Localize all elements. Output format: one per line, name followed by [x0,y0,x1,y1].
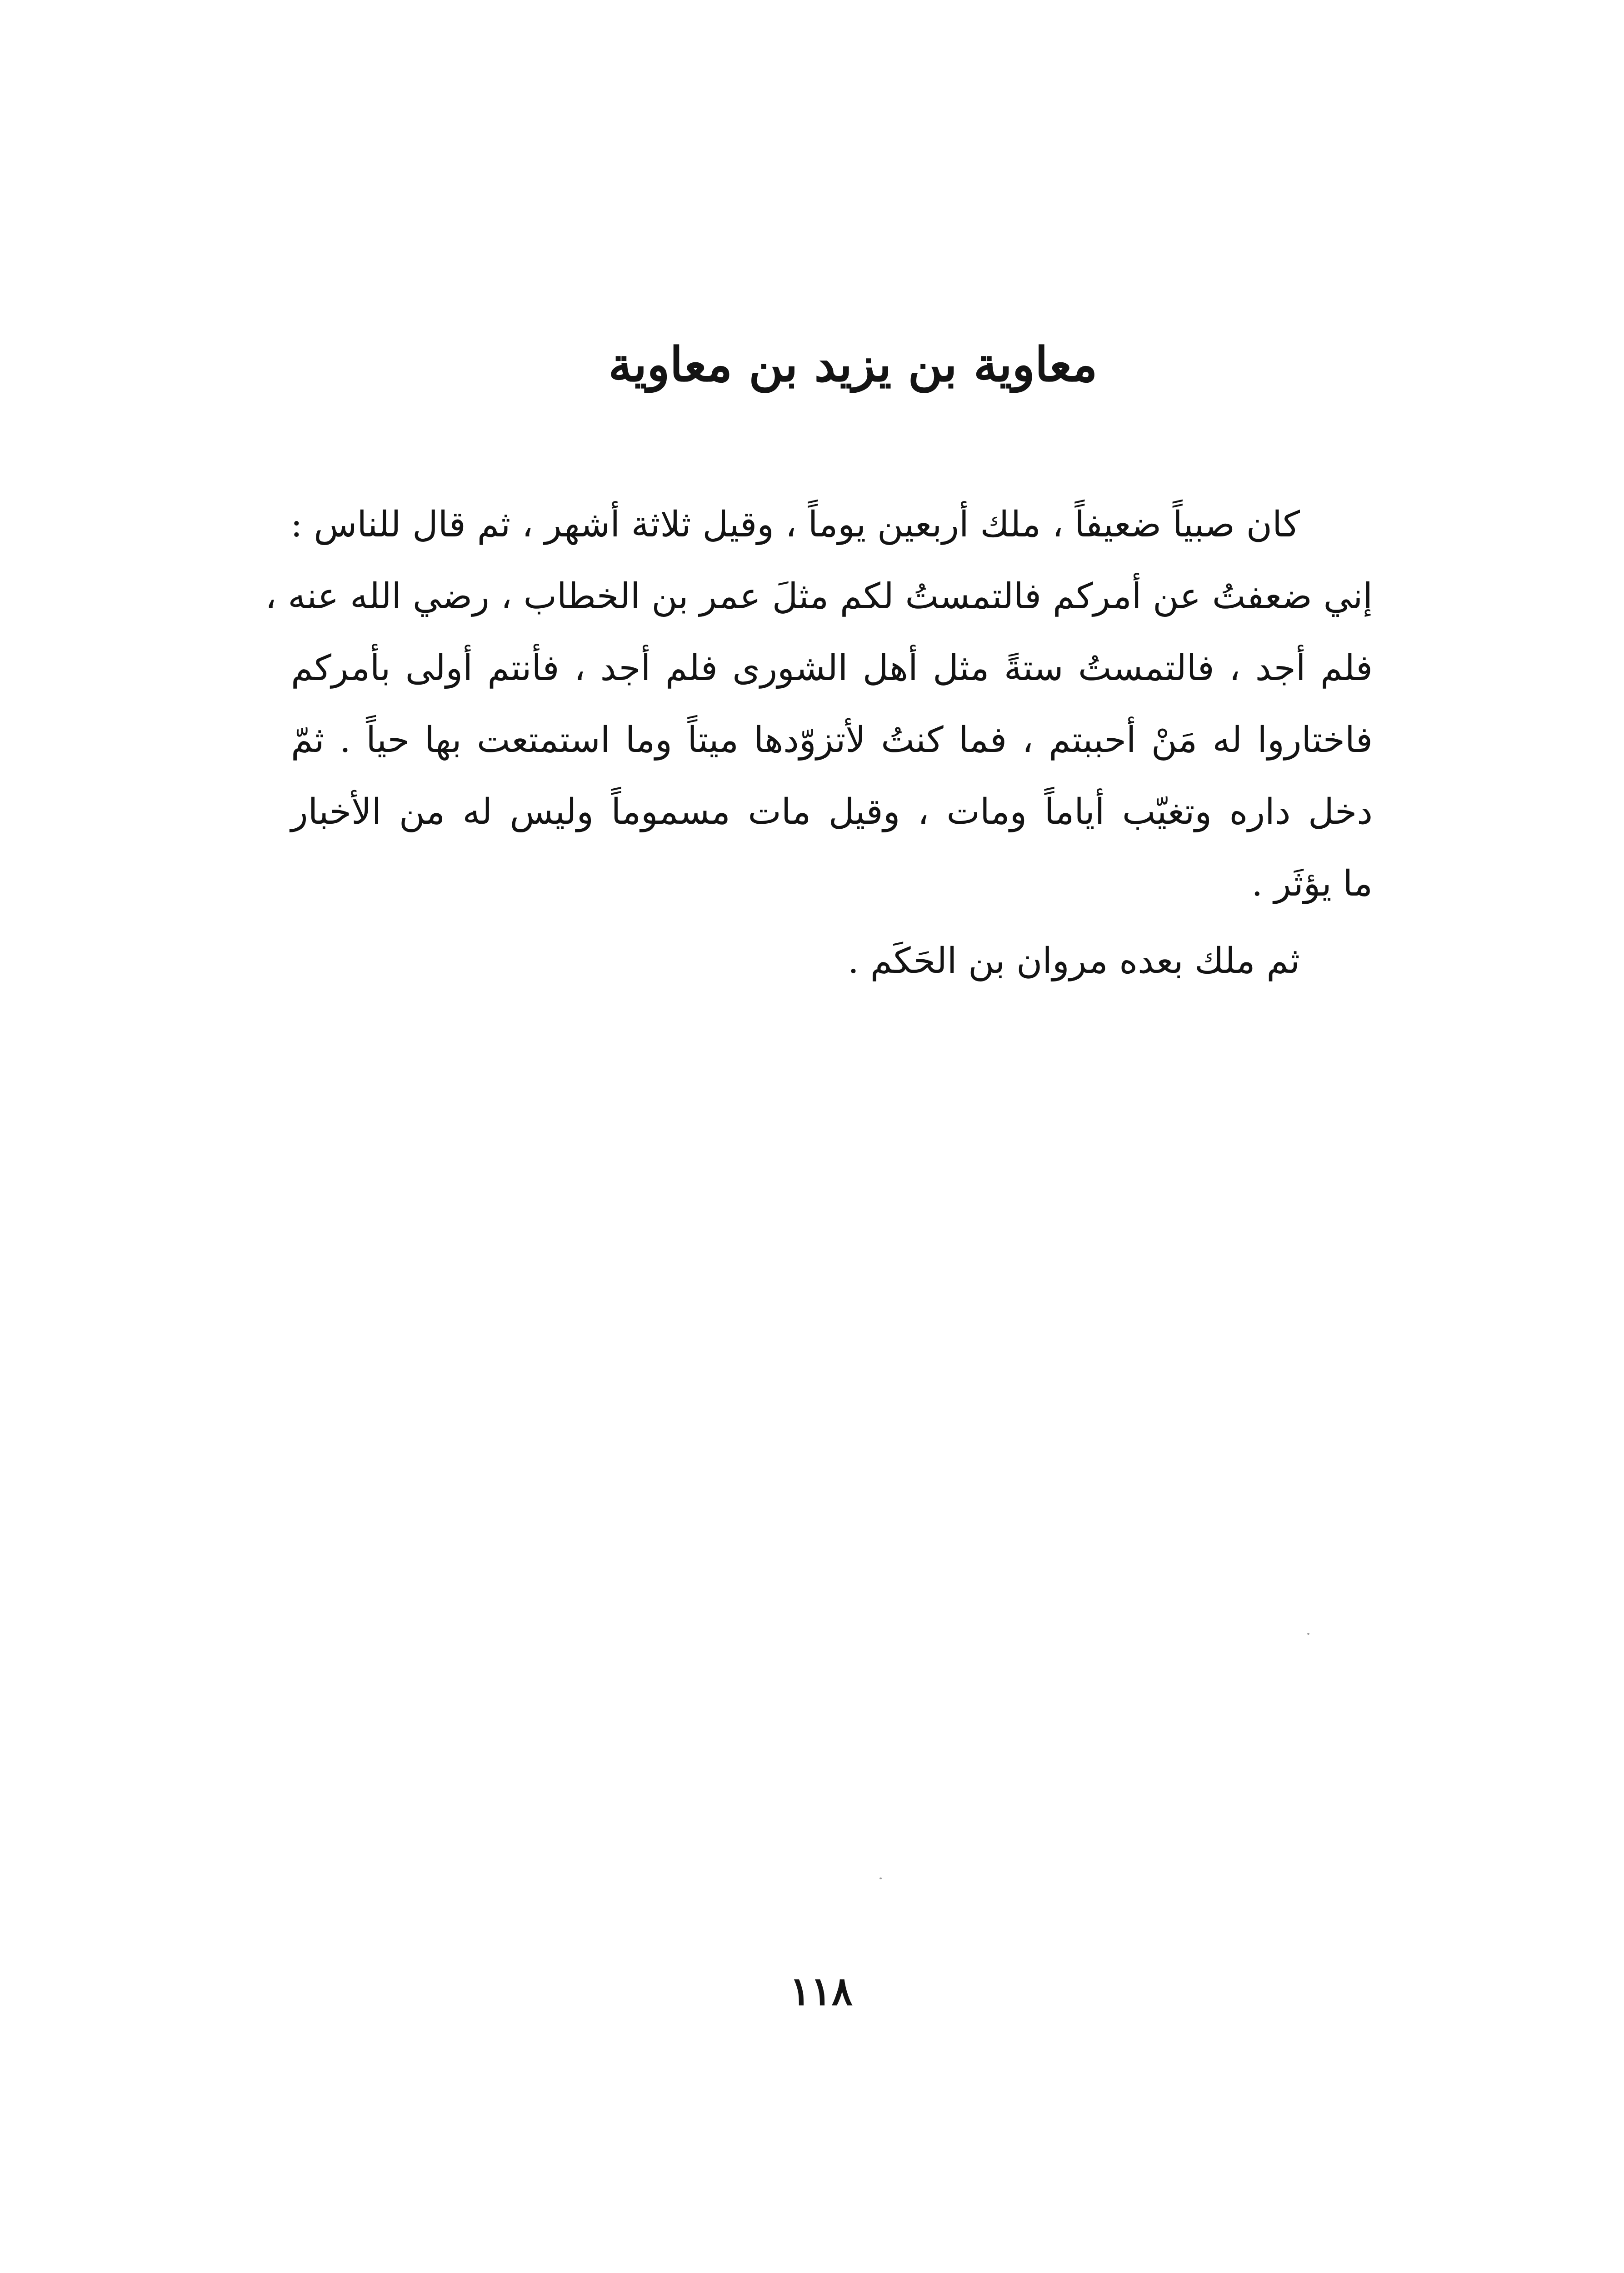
paragraph-line: ما يؤثَر . [1251,863,1373,904]
scan-speck [879,1877,882,1879]
paragraph-line: فلم أجد ، فالتمستُ ستةً مثل أهل الشورى فلم أجد ، فأنتم أولى بأمركم [291,648,1373,689]
page-number: ١١٨ [790,1968,853,2014]
chapter-title: معاوية بن يزيد بن معاوية [608,336,1098,392]
closing-line: ثم ملك بعده مروان بن الحَكَم . [848,941,1300,981]
paragraph-line: إني ضعفتُ عن أمركم فالتمستُ لكم مثلَ عمر بن الخطاب ، رضي الله عنه ، [265,576,1373,617]
scan-speck [1307,1633,1309,1635]
paragraph-line: فاختاروا له مَنْ أحببتم ، فما كنتُ لأتزوّدها ميتاً وما استمتعت بها حياً . ثمّ [291,720,1373,761]
closing-paragraph [291,925,1373,997]
paragraph-line: دخل داره وتغيّب أياماً ومات ، وقيل مات مسموماً وليس له من الأخبار [291,791,1373,832]
paragraph-line: كان صبياً ضعيفاً ، ملك أربعين يوماً ، وقيل ثلاثة أشهر ، ثم قال للناس : [290,504,1300,545]
body-paragraph [265,489,1373,920]
